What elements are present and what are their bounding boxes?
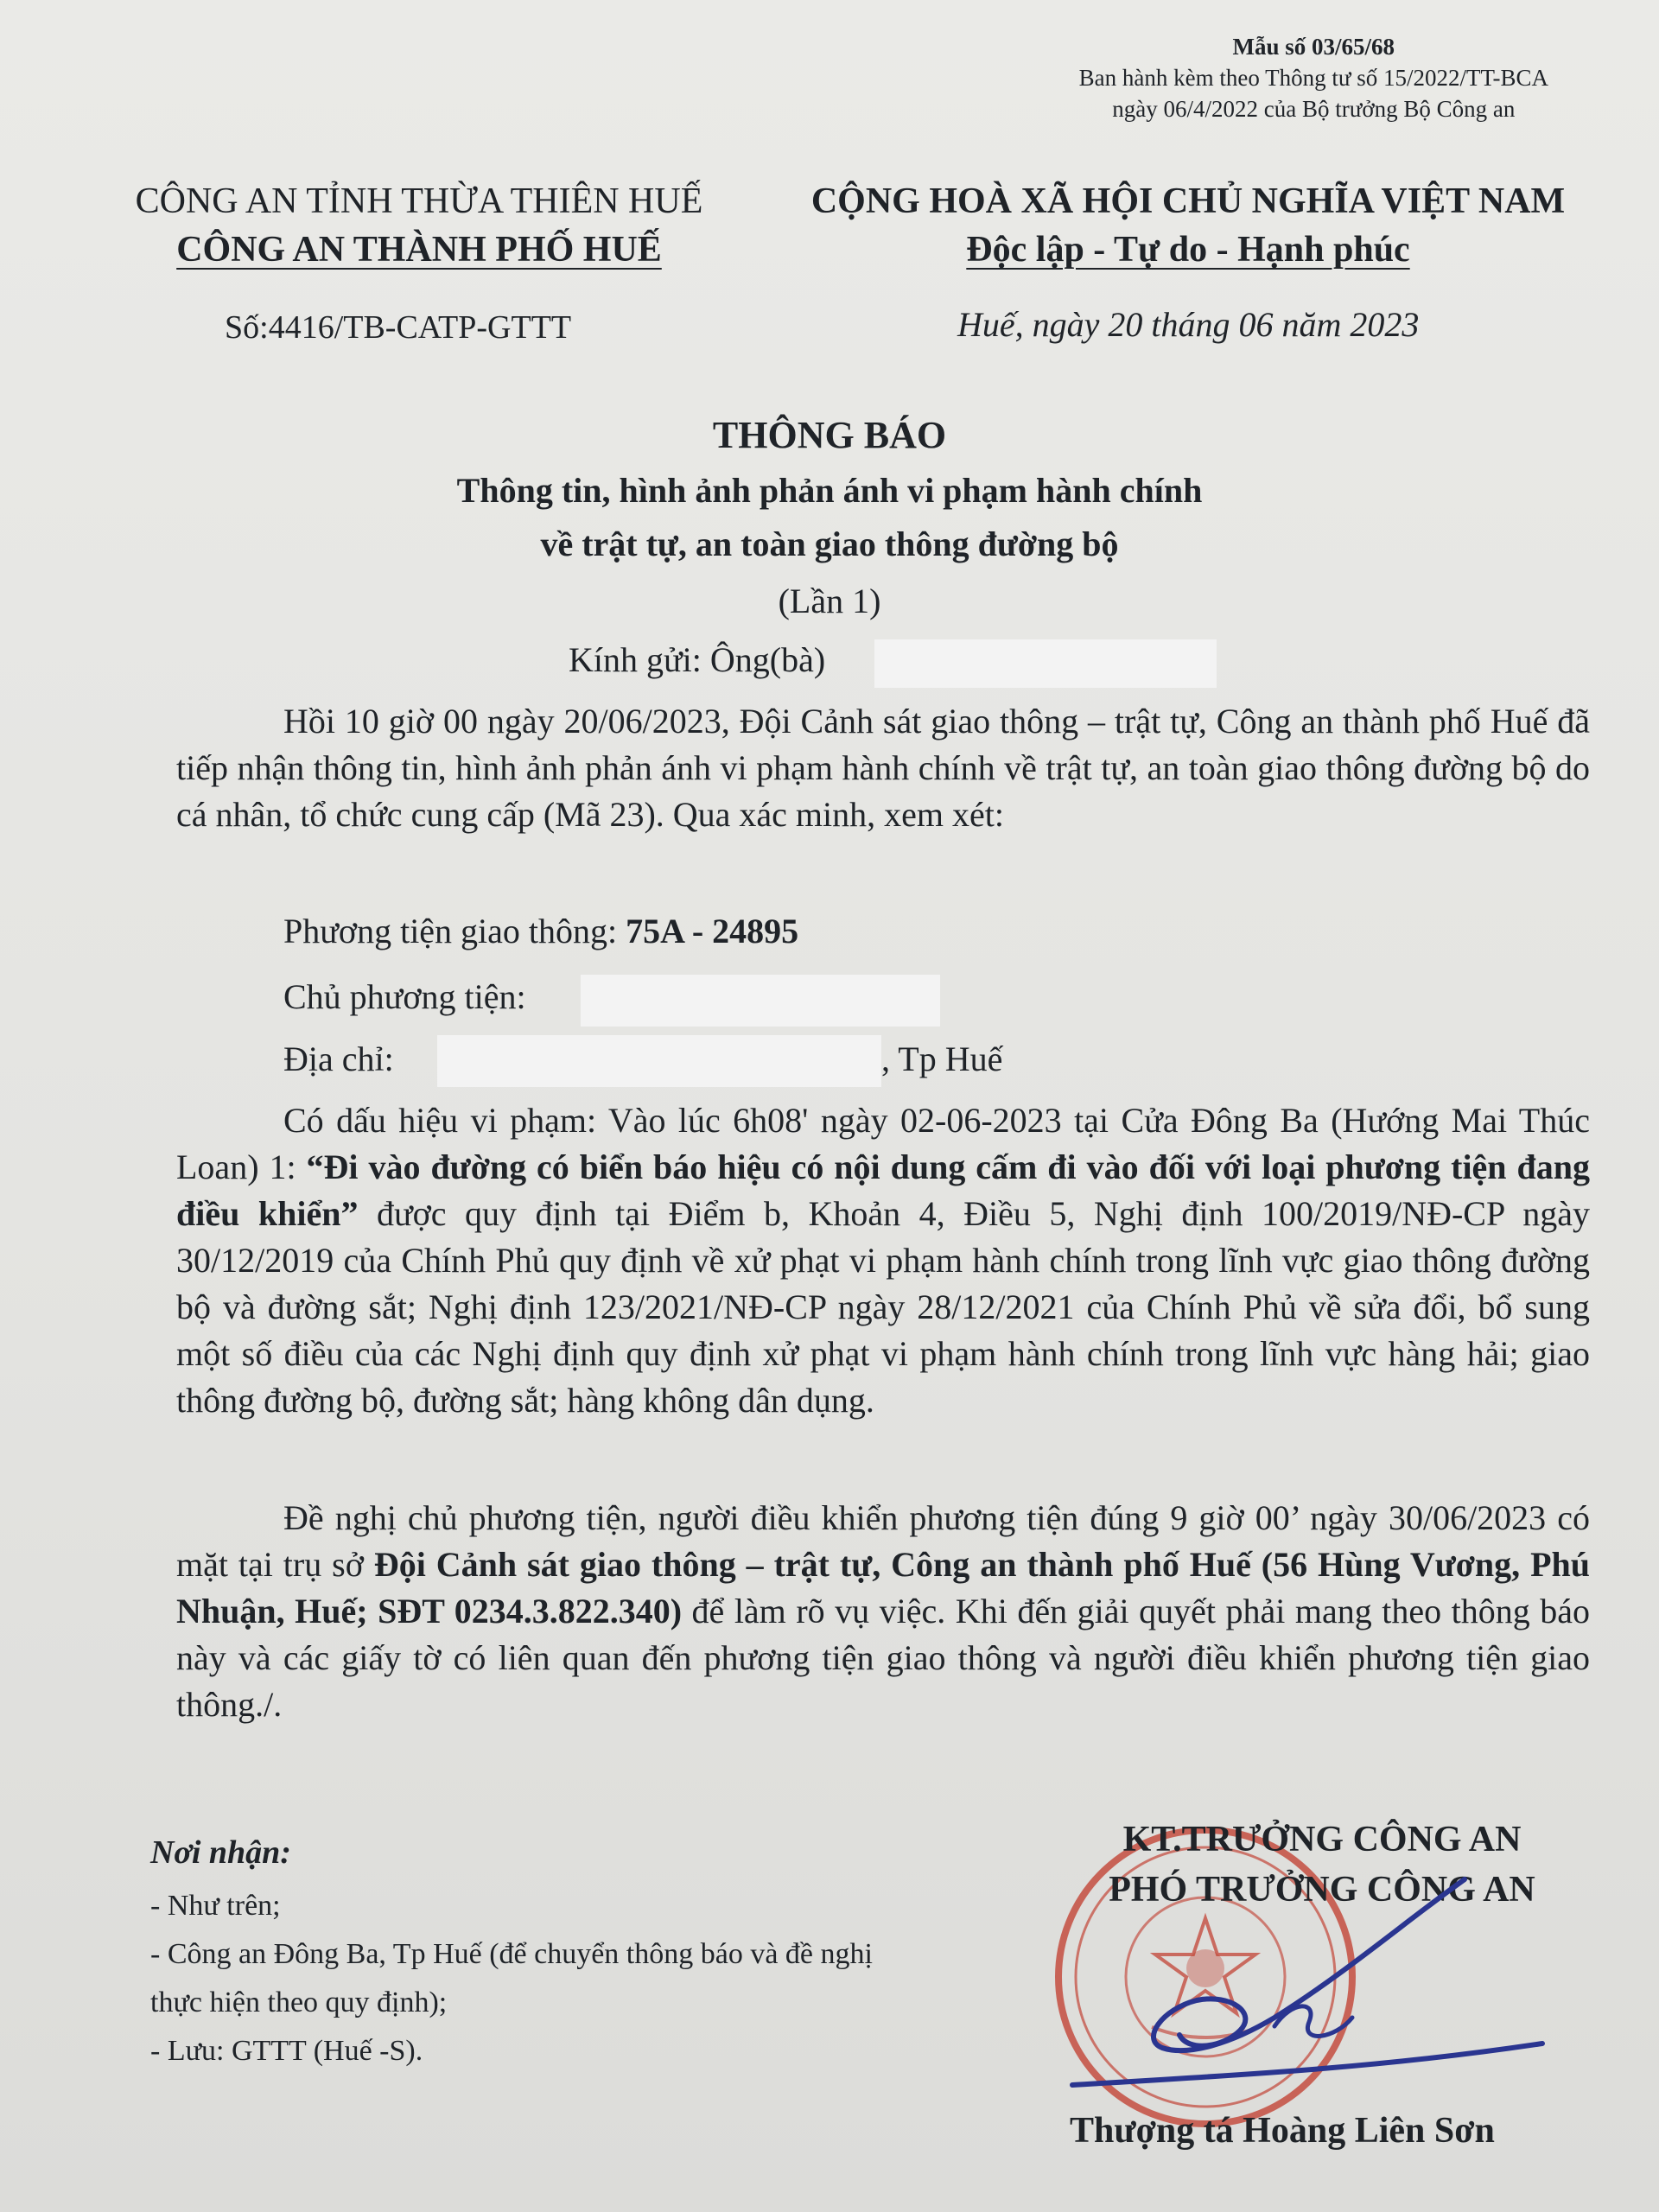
address-label: Địa chỉ:: [283, 1039, 394, 1078]
document-number: Số:4416/TB-CATP-GTTT: [225, 309, 572, 346]
subtitle-line-2: về trật tự, an toàn giao thông đường bộ: [540, 524, 1119, 563]
greeting: Kính gửi: Ông(bà): [569, 640, 826, 679]
nation-name: CỘNG HOÀ XÃ HỘI CHỦ NGHĨA VIỆT NAM: [810, 181, 1566, 221]
redacted-address: [437, 1035, 881, 1087]
document-subtitle: [0, 464, 1659, 571]
vehicle-plate: 75A - 24895: [626, 912, 799, 950]
redacted-owner-name: [581, 975, 940, 1027]
request-lead: Đề nghị chủ phương tiện, người điều khiển phương tiện đúng 9 giờ 00’ ngày 30/06/2023 có mặt tại trụ sở: [176, 1498, 1590, 1584]
nation-motto: Độc lập - Tự do - Hạnh phúc: [966, 230, 1410, 270]
address-suffix: , Tp Huế: [881, 1039, 1003, 1078]
intro-paragraph: Hồi 10 giờ 00 ngày 20/06/2023, Đội Cảnh sát giao thông – trật tự, Công an thành phố Huế đã tiếp nhận thông tin, hình ảnh phản ánh vi phạm hành chính về trật tự, an toàn giao thông đường bộ do cá nhân, tổ chức cung cấp (Mã 23). Qua xác minh, xem xét:: [176, 702, 1590, 834]
redacted-recipient-name: [874, 639, 1217, 688]
recipient-item-1: - Như trên;: [150, 1890, 281, 1922]
request-paragraph: [176, 1495, 1590, 1728]
address-line: [283, 1039, 394, 1079]
agency-unit: CÔNG AN THÀNH PHỐ HUẾ: [176, 230, 662, 270]
request-rest: để làm rõ vụ việc. Khi đến giải quyết phải mang theo thông báo này và các giấy tờ có liên quan đến phương tiện giao thông và người điều khiển phương tiện giao thông./.: [176, 1592, 1591, 1724]
violation-lead: Có dấu hiệu vi phạm: Vào lúc 6h08' ngày 02-06-2023 tại Cửa Đông Ba (Hướng Mai Thúc Loan) 1:: [176, 1101, 1590, 1186]
vehicle-line: [283, 911, 798, 951]
recipient-item-3: - Lưu: GTTT (Huế -S).: [150, 2035, 423, 2067]
owner-line: [283, 976, 526, 1017]
signature-title-2: PHÓ TRƯỞNG CÔNG AN: [1109, 1870, 1535, 1910]
form-meta: [1079, 31, 1548, 124]
recipients-title: Nơi nhận:: [150, 1834, 291, 1871]
request-place: Đội Cảnh sát giao thông – trật tự, Công an thành phố Huế (56 Hùng Vương, Phú Nhuận, Huế; SĐT 0234.3.822.340): [176, 1545, 1590, 1630]
form-issued-with: Ban hành kèm theo Thông tư số 15/2022/TT-BCA: [1078, 65, 1548, 91]
handwritten-signature-icon: [1058, 1871, 1577, 2095]
violation-act: “Đi vào đường có biển báo hiệu có nội dung cấm đi vào đối với loại phương tiện đang điều khiển”: [176, 1147, 1590, 1233]
agency-parent: CÔNG AN TỈNH THỪA THIÊN HUẾ: [135, 181, 703, 221]
signer-name: Thượng tá Hoàng Liên Sơn: [1070, 2111, 1495, 2151]
subtitle-line-1: Thông tin, hình ảnh phản ánh vi phạm hành chính: [456, 471, 1203, 510]
form-issued-date: ngày 06/4/2022 của Bộ trưởng Bộ Công an: [1112, 96, 1516, 122]
document-title: THÔNG BÁO: [712, 414, 947, 456]
agency-header: [112, 177, 726, 274]
violation-paragraph: [176, 1097, 1590, 1424]
form-number: Mẫu số 03/65/68: [1232, 34, 1395, 60]
owner-label: Chủ phương tiện:: [283, 977, 526, 1016]
signature-title-1: KT.TRƯỞNG CÔNG AN: [1122, 1820, 1522, 1859]
iteration-label: (Lần 1): [778, 582, 881, 620]
dateline: Huế, ngày 20 tháng 06 năm 2023: [957, 305, 1420, 344]
violation-rest: được quy định tại Điểm b, Khoản 4, Điều 5, Nghị định 100/2019/NĐ-CP ngày 30/12/2019 của Chính Phủ quy định về xử phạt vi phạm hành chính trong lĩnh vực giao thông đường bộ và đường sắt; Nghị định 123/2021/NĐ-CP ngày 28/12/2021 của Chính Phủ về sửa đổi, bổ sung một số điều của các Nghị định quy định xử phạt vi phạm hành chính trong lĩnh vực hàng hải; giao thông đường bộ, đường sắt; hàng không dân dụng.: [176, 1194, 1590, 1420]
recipient-item-2: - Công an Đông Ba, Tp Huế (để chuyển thông báo và đề nghị thực hiện theo quy định);: [150, 1938, 873, 2018]
vehicle-label: Phương tiện giao thông:: [283, 912, 626, 950]
nation-header: [791, 177, 1586, 274]
